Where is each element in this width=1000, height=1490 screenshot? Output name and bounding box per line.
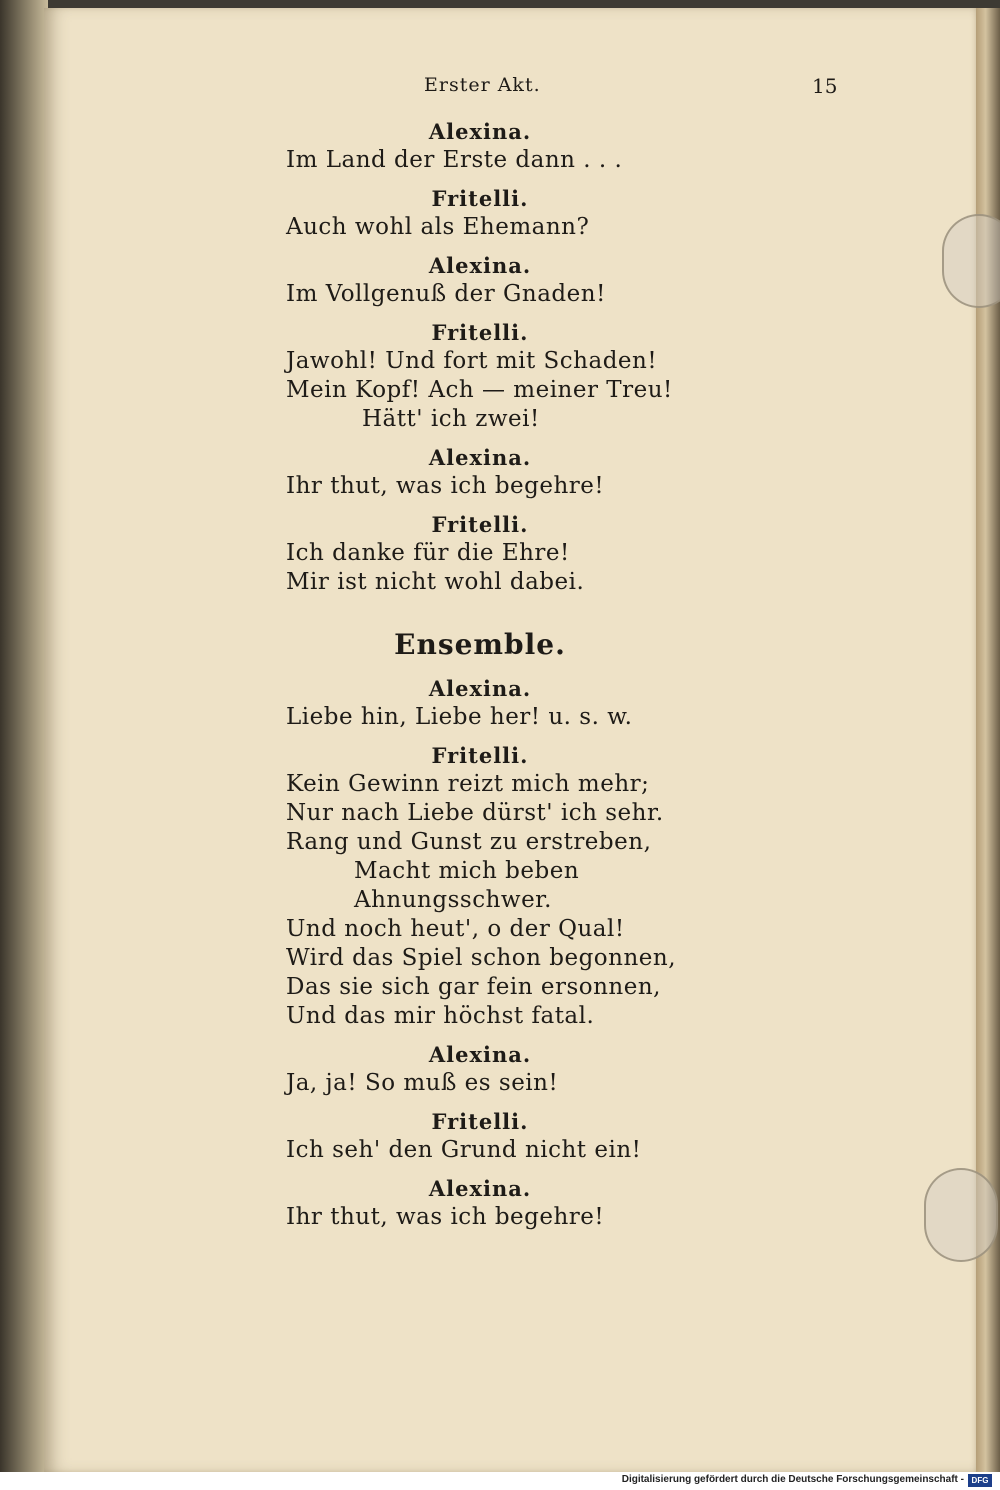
speaker-name: Fritelli. xyxy=(431,320,529,345)
verse-line: Ich seh' den Grund nicht ein! xyxy=(286,1137,642,1163)
page-header xyxy=(0,70,1000,100)
verse-line: Kein Gewinn reizt mich mehr; xyxy=(286,771,650,797)
verse-line: Im Vollgenuß der Gnaden! xyxy=(286,281,606,307)
verse-line: Ihr thut, was ich begehre! xyxy=(286,473,605,499)
dialogue-block xyxy=(0,319,1000,434)
speaker-name: Fritelli. xyxy=(431,743,529,768)
verse-line: Wird das Spiel schon begonnen, xyxy=(286,945,677,971)
footer-bar xyxy=(0,1472,1000,1490)
verse-line: Auch wohl als Ehemann? xyxy=(286,214,590,240)
libretto-text xyxy=(0,118,1000,1232)
verse-line: Und noch heut', o der Qual! xyxy=(286,916,625,942)
dfg-logo-icon: DFG xyxy=(968,1474,992,1487)
verse-line: Rang und Gunst zu erstreben, xyxy=(286,829,652,855)
dialogue-block xyxy=(0,252,1000,309)
verse-line: Ihr thut, was ich begehre! xyxy=(286,1204,605,1230)
speaker-name: Alexina. xyxy=(428,253,532,278)
verse-line: Mein Kopf! Ach — meiner Treu! xyxy=(286,377,673,403)
verse-line: Liebe hin, Liebe her! u. s. w. xyxy=(286,704,633,730)
verse-line: Und das mir höchst fatal. xyxy=(286,1003,595,1029)
dialogue-block xyxy=(0,511,1000,597)
dialogue-block xyxy=(0,1108,1000,1165)
dialogue-block xyxy=(0,118,1000,175)
verse-line: Ich danke für die Ehre! xyxy=(286,540,570,566)
running-head: Erster Akt. xyxy=(424,74,541,96)
dialogue-block xyxy=(0,1041,1000,1098)
verse-line: Nur nach Liebe dürst' ich sehr. xyxy=(286,800,664,826)
dialogue-block xyxy=(0,185,1000,242)
verse-line: Ahnungsschwer. xyxy=(354,887,552,913)
dialogue-block xyxy=(0,675,1000,732)
speaker-name: Alexina. xyxy=(428,1042,532,1067)
verse-line: Ja, ja! So muß es sein! xyxy=(286,1070,559,1096)
speaker-name: Fritelli. xyxy=(431,186,529,211)
dialogue-block xyxy=(0,1175,1000,1232)
verse-line: Im Land der Erste dann . . . xyxy=(286,147,623,173)
speaker-name: Alexina. xyxy=(428,676,532,701)
verse-line: Jawohl! Und fort mit Schaden! xyxy=(286,348,658,374)
page-number: 15 xyxy=(812,74,838,98)
speaker-name: Alexina. xyxy=(428,445,532,470)
speaker-name: Alexina. xyxy=(428,119,532,144)
speaker-name: Alexina. xyxy=(428,1176,532,1201)
verse-line: Hätt' ich zwei! xyxy=(362,406,540,432)
speaker-name: Fritelli. xyxy=(431,512,529,537)
verse-line: Macht mich beben xyxy=(354,858,580,884)
speaker-name: Fritelli. xyxy=(431,1109,529,1134)
dialogue-block xyxy=(0,444,1000,501)
verse-line: Mir ist nicht wohl dabei. xyxy=(286,569,585,595)
verse-line: Das sie sich gar fein ersonnen, xyxy=(286,974,661,1000)
dialogue-block xyxy=(0,742,1000,1031)
section-heading: Ensemble. xyxy=(394,628,566,661)
funding-credit: Digitalisierung gefördert durch die Deutsche Forschungsgemeinschaft - xyxy=(621,1474,964,1485)
